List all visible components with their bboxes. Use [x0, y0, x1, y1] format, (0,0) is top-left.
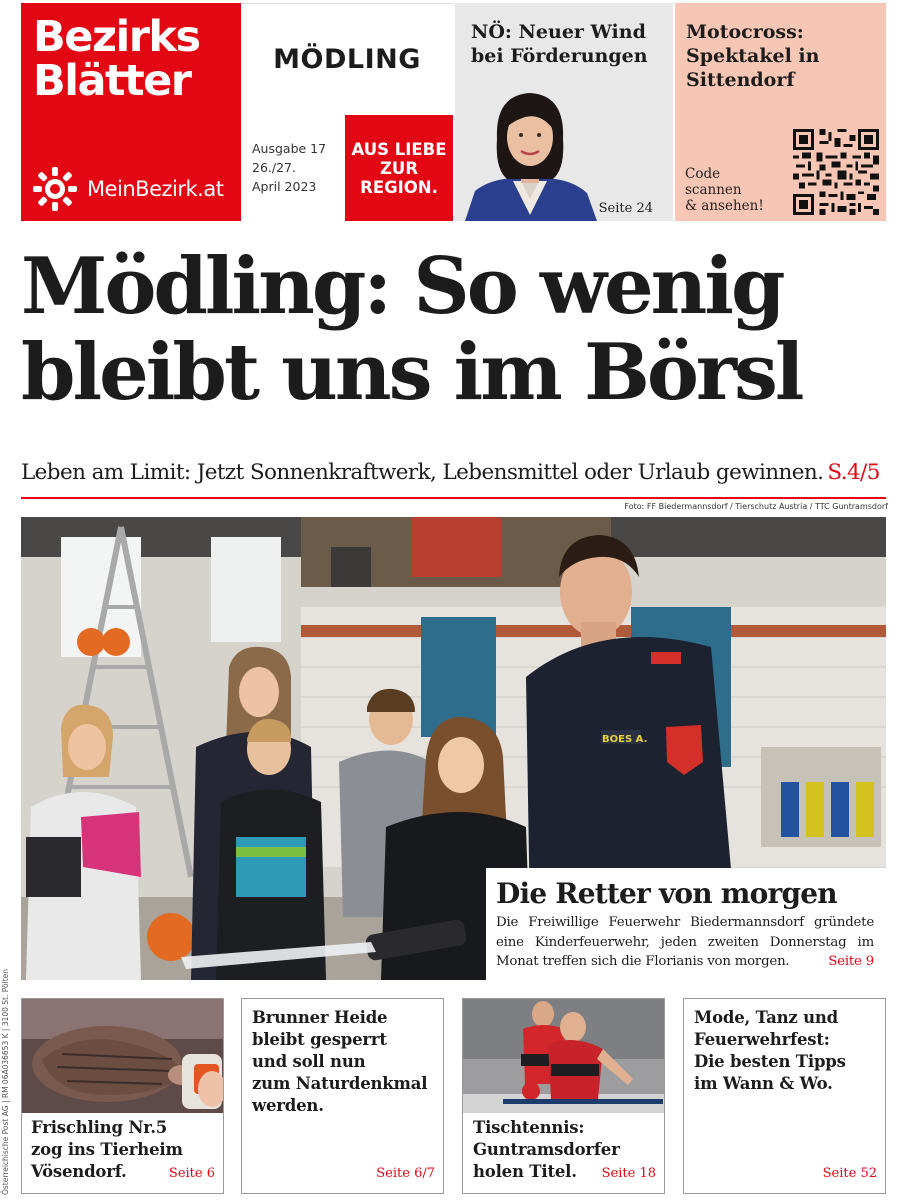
masthead-logo[interactable] [21, 3, 241, 221]
logo-wordmark [33, 12, 200, 106]
table-tennis-photo [463, 999, 665, 1113]
teaser-title: Brunner Heide bleibt gesperrt und soll nun zum Naturdenkmal werden. [252, 1008, 428, 1115]
issue-info [241, 115, 345, 221]
teaser-page-ref: Seite 18 [601, 1166, 656, 1181]
teaser-title: Mode, Tanz und Feuerwehrfest: Die besten Tipps im Wann & Wo. [694, 1008, 846, 1093]
teaser-tischtennis[interactable] [462, 998, 665, 1194]
teaser-frischling[interactable] [21, 998, 224, 1194]
subheadline-page-ref: S.4/5 [827, 460, 880, 485]
main-headline[interactable]: Mödling: So wenig bleibt uns im Börsl [21, 241, 802, 418]
teaser-brunner-heide[interactable] [241, 998, 444, 1194]
portrait-photo [455, 83, 605, 221]
qr-instruction: Code scannen & ansehen! [685, 166, 764, 214]
slogan-box [345, 115, 453, 221]
teaser-motocross[interactable] [675, 3, 886, 221]
logo-line2: Blätter [33, 56, 191, 106]
main-story[interactable] [21, 517, 886, 980]
issue-month: April 2023 [252, 179, 317, 194]
slogan-text: AUS LIEBE ZUR REGION. [351, 139, 447, 197]
teaser-wann-und-wo[interactable] [683, 998, 886, 1194]
name-badge-text: BOES A. [602, 734, 648, 745]
region-label-box [241, 3, 453, 115]
logo-line1: Bezirks [33, 12, 200, 62]
teaser-title: NÖ: Neuer Wind bei Förderungen [471, 21, 648, 67]
main-story-title: Die Retter von morgen [496, 877, 837, 910]
region-name: MÖDLING [273, 44, 421, 75]
piglet-photo [22, 999, 224, 1113]
main-story-text [496, 913, 874, 972]
teaser-title: Motocross: Spektakel in Sittendorf [686, 21, 820, 91]
issue-dates: 26./27. [252, 160, 296, 175]
teaser-page-ref: Seite 6/7 [376, 1166, 435, 1181]
imprint-text: Österreichische Post AG | RM 06A036653 K | 3100 St. Pölten [1, 968, 10, 1195]
teaser-page-ref: Seite 24 [598, 201, 653, 216]
issue-number: Ausgabe 17 [252, 141, 327, 156]
teaser-page-ref: Seite 6 [168, 1166, 215, 1181]
site-link[interactable] [31, 165, 223, 213]
qr-code-icon[interactable] [793, 129, 879, 215]
teaser-title: Frischling Nr.5 zog ins Tierheim Vösendorf. [31, 1118, 183, 1181]
teaser-noe-foerderungen[interactable] [455, 3, 673, 221]
subheadline-text: Leben am Limit: Jetzt Sonnenkraftwerk, Lebensmittel oder Urlaub gewinnen. [21, 460, 824, 485]
red-divider [21, 497, 886, 499]
site-name: MeinBezirk.at [87, 177, 224, 201]
main-story-caption[interactable] [486, 868, 886, 980]
teaser-page-ref: Seite 52 [822, 1166, 877, 1181]
teaser-title: Tischtennis: Guntramsdorfer holen Titel. [473, 1118, 620, 1181]
subheadline[interactable] [21, 460, 901, 485]
main-story-body: Die Freiwillige Feuerwehr Biedermannsdorf gründete eine Kinderfeuerwehr, jeden zweiten Donnerstag im Monat treffen sich die Florianis von morgen. [496, 915, 874, 969]
photo-credit: Foto: FF Biedermannsdorf / Tierschutz Austria / TTC Guntramsdorf [624, 502, 888, 511]
sunburst-icon [31, 165, 79, 213]
main-story-page-ref: Seite 9 [828, 954, 874, 969]
